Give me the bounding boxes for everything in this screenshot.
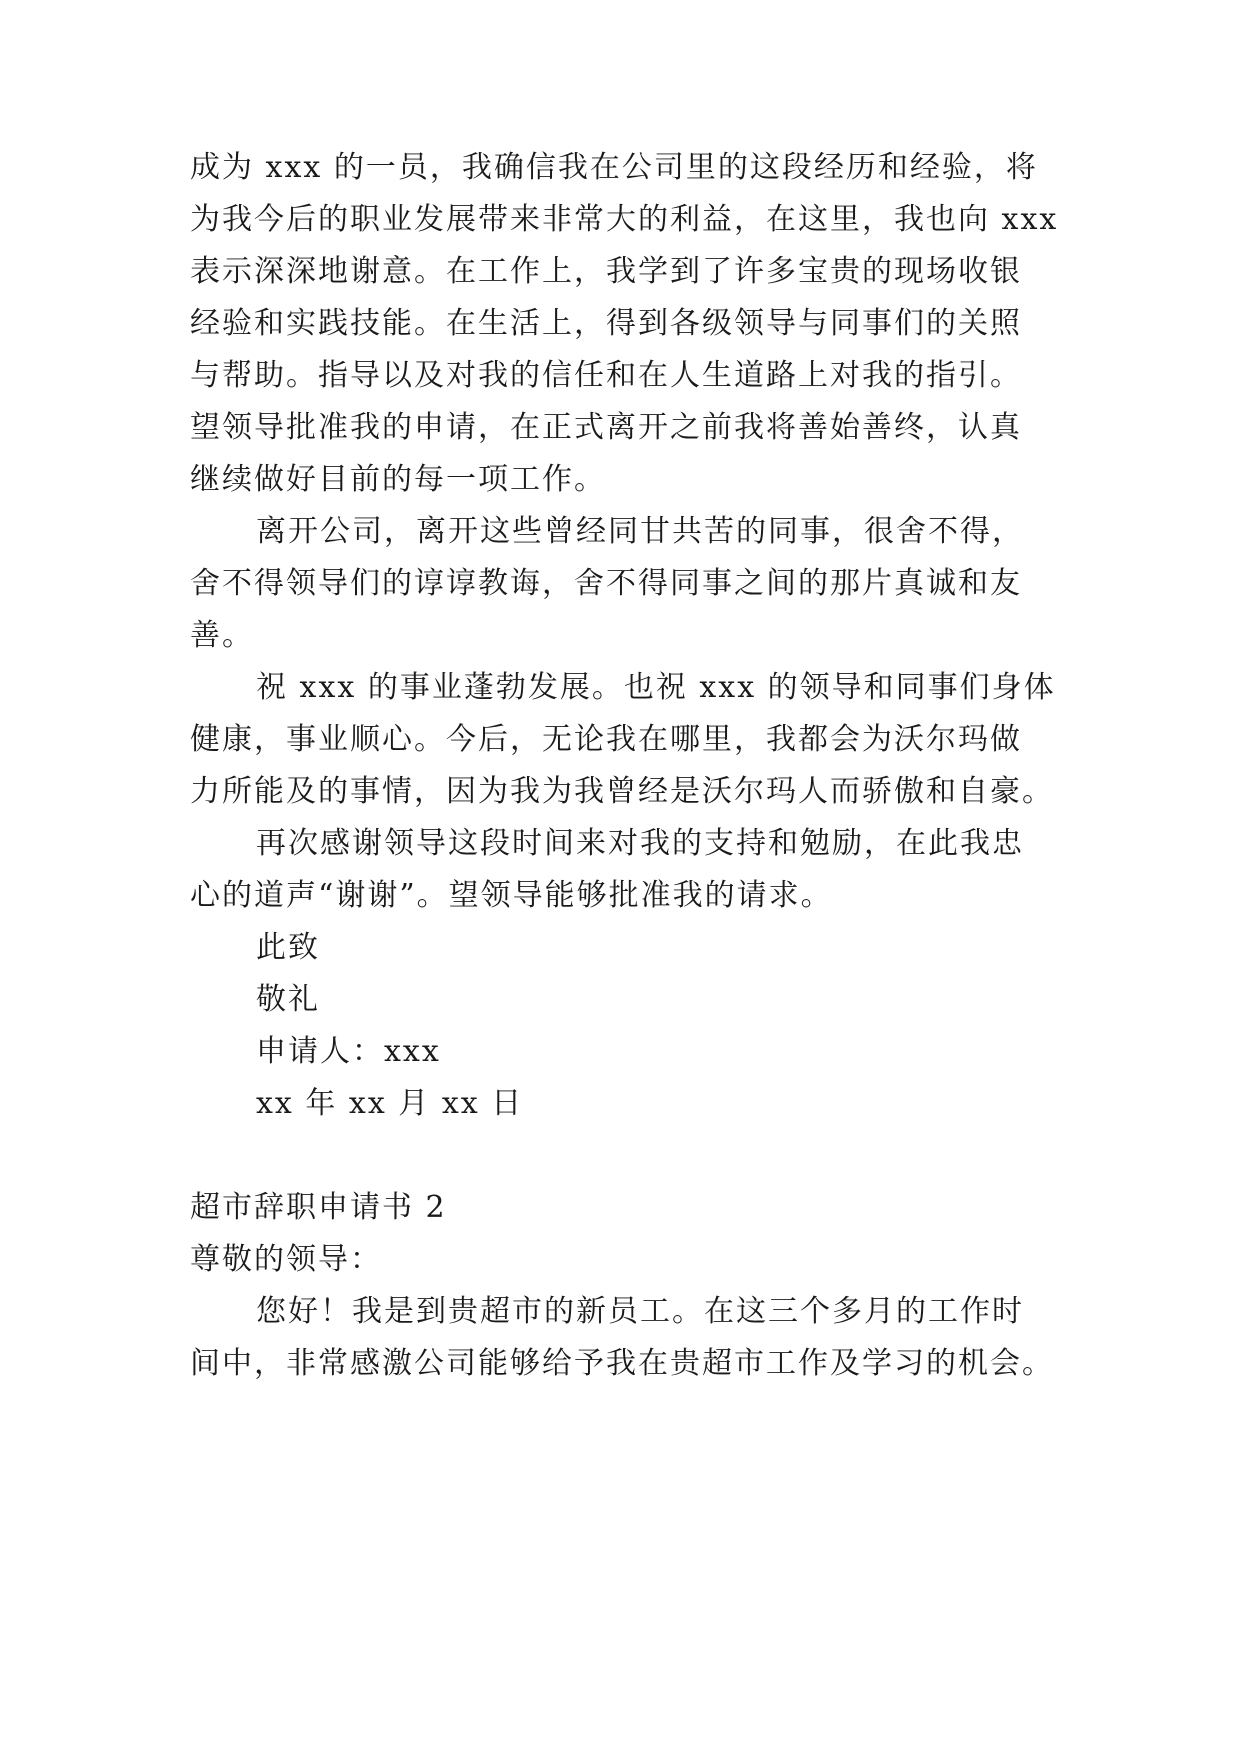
body-line: 经验和实践技能。在生活上，得到各级领导与同事们的关照 — [190, 306, 1022, 341]
body-line: 健康，事业顺心。今后，无论我在哪里，我都会为沃尔玛做 — [190, 722, 1022, 757]
section-title: 超市辞职申请书 2 — [190, 1190, 447, 1225]
body-line: 成为 xxx 的一员，我确信我在公司里的这段经历和经验，将 — [190, 150, 1038, 185]
body-line: 为我今后的职业发展带来非常大的利益，在这里，我也向 xxx — [190, 202, 1059, 237]
body-line: 间中，非常感激公司能够给予我在贵超市工作及学习的机会。 — [190, 1346, 1054, 1381]
body-line: 望领导批准我的申请，在正式离开之前我将善始善终，认真 — [190, 410, 1022, 445]
applicant-signature: 申请人：xxx — [256, 1034, 441, 1069]
body-line: 与帮助。指导以及对我的信任和在人生道路上对我的指引。 — [190, 358, 1022, 393]
letter-date: xx 年 xx 月 xx 日 — [256, 1086, 524, 1121]
closing-regards: 敬礼 — [256, 982, 320, 1017]
body-line: 表示深深地谢意。在工作上，我学到了许多宝贵的现场收银 — [190, 254, 1022, 289]
body-line: 心的道声“谢谢”。望领导能够批准我的请求。 — [190, 878, 833, 913]
body-line: 继续做好目前的每一项工作。 — [190, 462, 606, 497]
body-line: 力所能及的事情，因为我为我曾经是沃尔玛人而骄傲和自豪。 — [190, 774, 1054, 809]
paragraph-start-line: 您好！我是到贵超市的新员工。在这三个多月的工作时 — [256, 1294, 1024, 1329]
greeting: 尊敬的领导： — [190, 1242, 382, 1277]
paragraph-start-line: 再次感谢领导这段时间来对我的支持和勉励，在此我忠 — [256, 826, 1024, 861]
body-line: 善。 — [190, 618, 254, 653]
closing-salutation: 此致 — [256, 930, 320, 965]
body-line: 舍不得领导们的谆谆教诲，舍不得同事之间的那片真诚和友 — [190, 566, 1022, 601]
paragraph-start-line: 祝 xxx 的事业蓬勃发展。也祝 xxx 的领导和同事们身体 — [256, 670, 1056, 705]
paragraph-start-line: 离开公司，离开这些曾经同甘共苦的同事，很舍不得， — [256, 514, 1024, 549]
